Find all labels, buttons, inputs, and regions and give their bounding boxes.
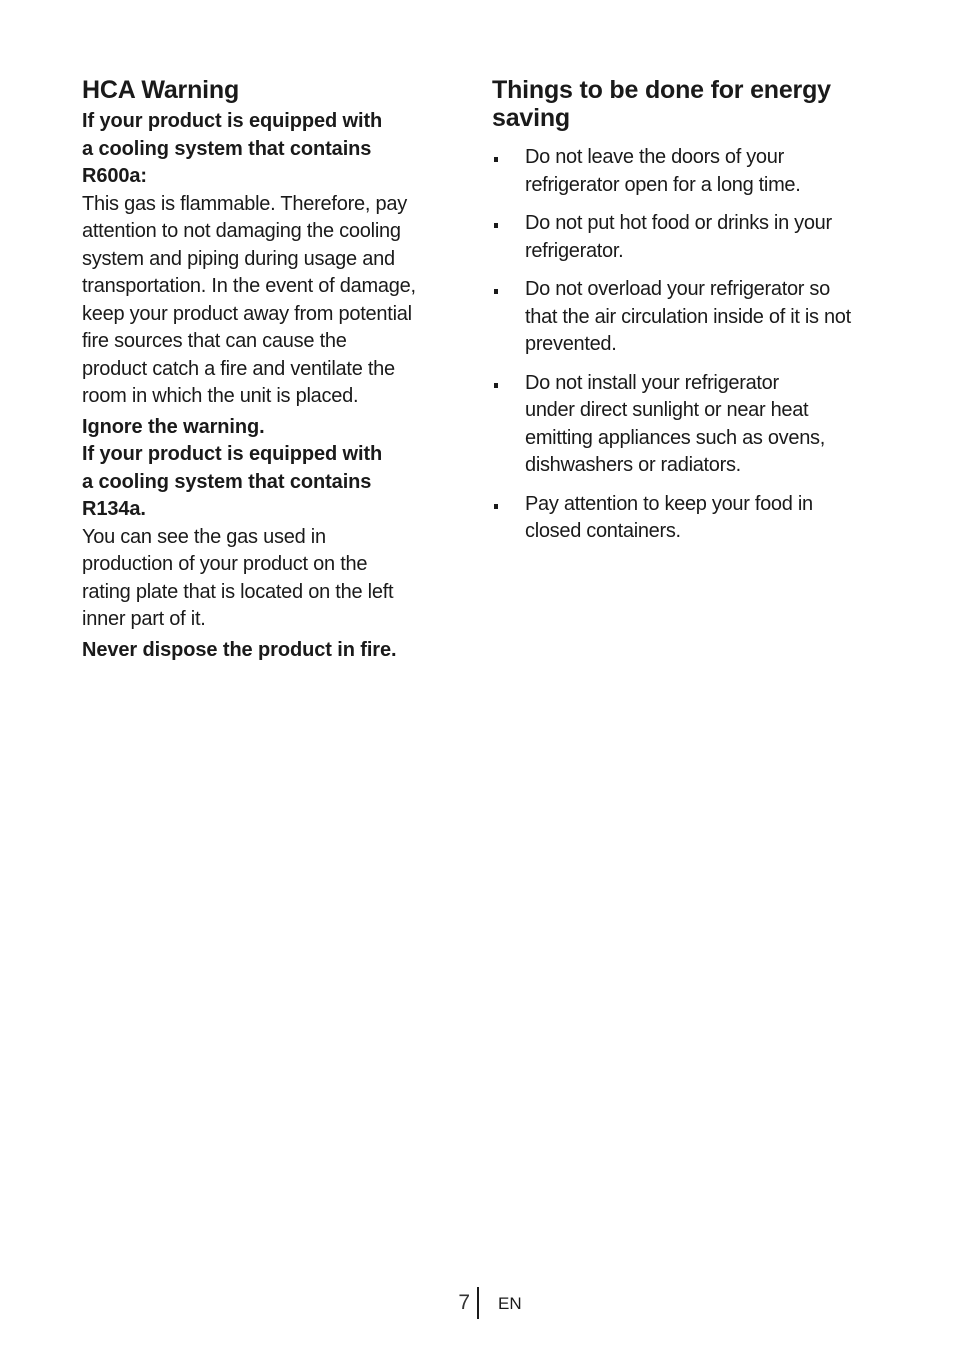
r600a-body-line: transportation. In the event of damage,	[82, 275, 416, 297]
list-item-line: prevented.	[525, 333, 617, 355]
r134a-body-line: You can see the gas used in	[82, 525, 326, 548]
r600a-body-line: fire sources that can cause the	[82, 330, 347, 352]
list-item	[492, 276, 884, 359]
list-item-line: Pay attention to keep your food in	[525, 492, 813, 515]
r600a-body-line: This gas is flammable. Therefore, pay	[82, 192, 407, 215]
page-number: 7	[458, 1291, 470, 1314]
r600a-body-line: attention to not damaging the cooling	[82, 220, 401, 242]
square-bullet-icon	[494, 383, 498, 388]
list-item-line: Do not put hot food or drinks in your	[525, 212, 832, 234]
list-item	[492, 491, 884, 546]
list-item-line: refrigerator open for a long time.	[525, 173, 801, 196]
r600a-condition-line: If your product is equipped with	[82, 110, 383, 132]
square-bullet-icon	[494, 223, 498, 228]
r134a-condition-line: a cooling system that contains	[82, 470, 372, 493]
list-item-line: emitting appliances such as ovens,	[525, 426, 825, 449]
hca-warning-heading: HCA Warning	[82, 76, 240, 104]
r600a-body	[82, 191, 470, 411]
list-item	[492, 370, 884, 480]
energy-saving-heading-line: Things to be done for energy	[492, 76, 831, 104]
list-item-line: that the air circulation inside of it is not	[525, 305, 851, 328]
list-item-line: refrigerator.	[525, 239, 624, 262]
r600a-body-line: room in which the unit is placed.	[82, 385, 359, 407]
ignore-warning-text: Ignore the warning.	[82, 415, 265, 438]
r134a-condition-line: R134a.	[82, 498, 146, 520]
list-item-line: under direct sunlight or near heat	[525, 399, 809, 421]
square-bullet-icon	[494, 504, 498, 509]
page-footer	[0, 1287, 954, 1321]
r134a-body-line: rating plate that is located on the left	[82, 580, 394, 603]
footer-divider	[477, 1287, 479, 1319]
r600a-condition-line: R600a:	[82, 165, 147, 187]
energy-saving-heading	[492, 76, 884, 132]
list-item-line: closed containers.	[525, 520, 681, 542]
list-item-line: Do not leave the doors of your	[525, 146, 784, 168]
r600a-body-line: product catch a fire and ventilate the	[82, 357, 395, 380]
energy-saving-heading-line: saving	[492, 104, 570, 132]
list-item-line: Do not install your refrigerator	[525, 371, 779, 394]
energy-saving-list	[492, 144, 884, 546]
list-item-line: dishwashers or radiators.	[525, 454, 741, 476]
energy-saving-section	[492, 76, 884, 557]
r600a-body-line: system and piping during usage and	[82, 247, 395, 270]
hca-warning-section	[82, 76, 470, 664]
r134a-body-line: inner part of it.	[82, 608, 206, 630]
list-item	[492, 210, 884, 265]
r134a-body-line: production of your product on the	[82, 553, 368, 575]
list-item-line: Do not overload your refrigerator so	[525, 278, 830, 300]
square-bullet-icon	[494, 157, 498, 162]
r134a-condition	[82, 441, 470, 524]
square-bullet-icon	[494, 289, 498, 294]
never-dispose-text: Never dispose the product in fire.	[82, 638, 397, 661]
r600a-condition-line: a cooling system that contains	[82, 137, 372, 160]
r600a-body-line: keep your product away from potential	[82, 302, 412, 325]
list-item	[492, 144, 884, 199]
r134a-condition-line: If your product is equipped with	[82, 443, 383, 465]
r134a-body	[82, 524, 470, 634]
r600a-condition	[82, 108, 470, 191]
language-code: EN	[498, 1294, 522, 1313]
